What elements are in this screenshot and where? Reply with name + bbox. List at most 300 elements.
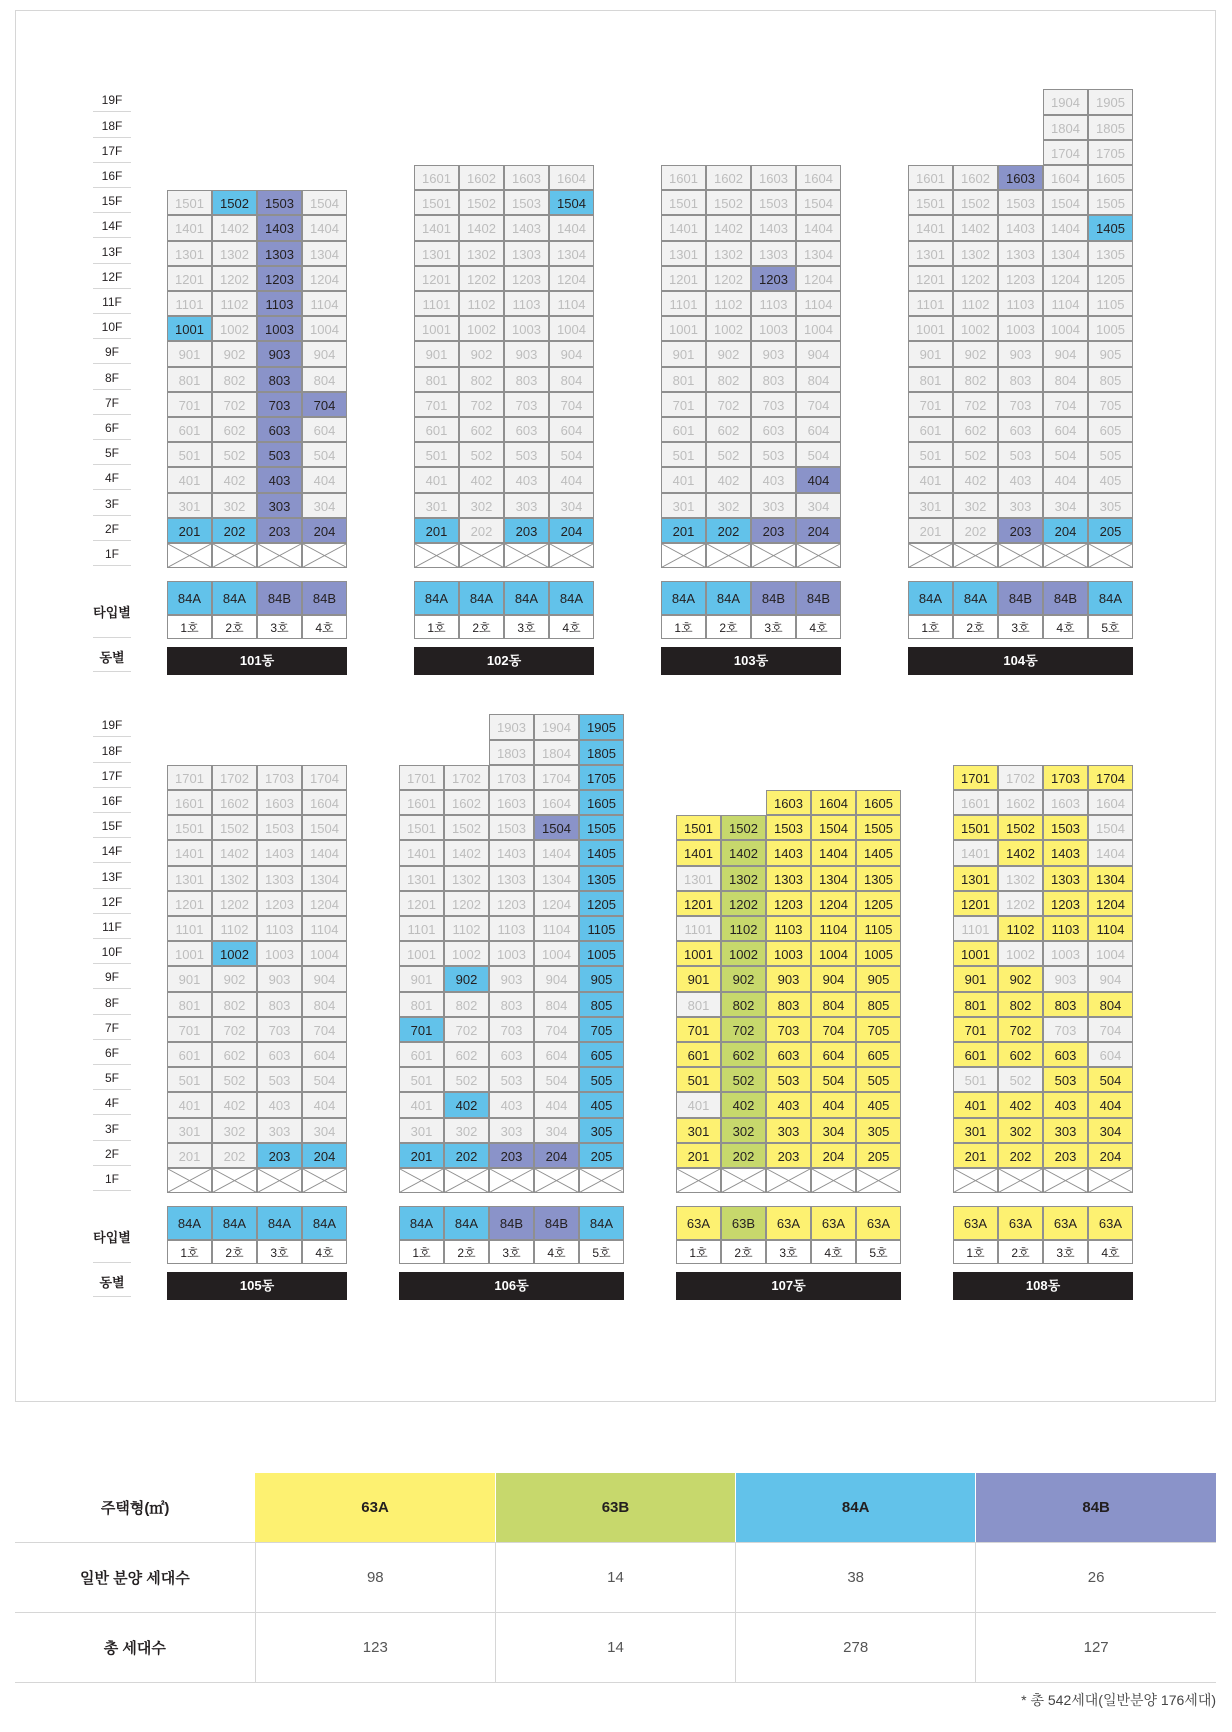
unit-cell-1104: 1104 xyxy=(1088,916,1133,941)
unit-cell-403: 403 xyxy=(998,467,1043,492)
unit-cell-1101: 1101 xyxy=(908,291,953,316)
unit-cell-1001: 1001 xyxy=(661,316,706,341)
unit-cell-903: 903 xyxy=(766,966,811,991)
unit-type-63A: 63A xyxy=(1043,1206,1088,1240)
unit-cell-1604: 1604 xyxy=(811,790,856,815)
unit-cell-405: 405 xyxy=(856,1092,901,1117)
unit-cell-303: 303 xyxy=(998,493,1043,518)
unit-cell-1202: 1202 xyxy=(212,266,257,291)
unit-cell-1602: 1602 xyxy=(212,790,257,815)
unit-cell-404: 404 xyxy=(1088,1092,1133,1117)
unit-cell-802: 802 xyxy=(721,992,766,1017)
unit-cell-201: 201 xyxy=(167,1143,212,1168)
unit-number-label: 2호 xyxy=(706,615,751,639)
floor-label: 5F xyxy=(93,442,131,465)
unit-cell-1404: 1404 xyxy=(811,840,856,865)
empty-pilotis-cell xyxy=(766,1168,811,1193)
empty-pilotis-cell xyxy=(444,1168,489,1193)
unit-cell-1201: 1201 xyxy=(908,266,953,291)
building-label: 101동 xyxy=(167,647,347,675)
unit-cell-501: 501 xyxy=(661,442,706,467)
unit-cell-904: 904 xyxy=(1043,341,1088,366)
unit-cell-1701: 1701 xyxy=(399,765,444,790)
unit-cell-1001: 1001 xyxy=(953,941,998,966)
unit-cell-1602: 1602 xyxy=(444,790,489,815)
unit-cell-1403: 1403 xyxy=(257,215,302,240)
unit-cell-204: 204 xyxy=(796,518,841,543)
unit-cell-1504: 1504 xyxy=(1088,815,1133,840)
unit-cell-1603: 1603 xyxy=(257,790,302,815)
unit-cell-501: 501 xyxy=(167,1067,212,1092)
unit-cell-1304: 1304 xyxy=(302,866,347,891)
unit-cell-501: 501 xyxy=(399,1067,444,1092)
unit-cell-303: 303 xyxy=(1043,1118,1088,1143)
unit-cell-904: 904 xyxy=(1088,966,1133,991)
unit-cell-304: 304 xyxy=(302,1118,347,1143)
unit-cell-1004: 1004 xyxy=(1088,941,1133,966)
unit-cell-705: 705 xyxy=(579,1017,624,1042)
unit-cell-402: 402 xyxy=(212,467,257,492)
unit-cell-503: 503 xyxy=(766,1067,811,1092)
unit-type-63A: 63A xyxy=(1088,1206,1133,1240)
unit-cell-601: 601 xyxy=(908,417,953,442)
cross-icon xyxy=(550,544,593,567)
unit-cell-1602: 1602 xyxy=(459,165,504,190)
empty-pilotis-cell xyxy=(751,543,796,568)
unit-cell-1003: 1003 xyxy=(257,316,302,341)
unit-cell-204: 204 xyxy=(549,518,594,543)
unit-cell-403: 403 xyxy=(504,467,549,492)
unit-cell-801: 801 xyxy=(414,367,459,392)
unit-cell-601: 601 xyxy=(676,1042,721,1067)
unit-cell-702: 702 xyxy=(721,1017,766,1042)
unit-cell-1303: 1303 xyxy=(751,241,796,266)
unit-cell-803: 803 xyxy=(751,367,796,392)
unit-cell-802: 802 xyxy=(212,367,257,392)
unit-cell-203: 203 xyxy=(504,518,549,543)
unit-cell-1103: 1103 xyxy=(751,291,796,316)
floor-label: 12F xyxy=(93,891,131,914)
unit-cell-1604: 1604 xyxy=(302,790,347,815)
unit-cell-1104: 1104 xyxy=(1043,291,1088,316)
unit-cell-905: 905 xyxy=(1088,341,1133,366)
unit-cell-1501: 1501 xyxy=(167,815,212,840)
unit-cell-901: 901 xyxy=(399,966,444,991)
unit-cell-403: 403 xyxy=(489,1092,534,1117)
unit-cell-1401: 1401 xyxy=(167,840,212,865)
unit-cell-1502: 1502 xyxy=(706,190,751,215)
floor-label: 18F xyxy=(93,740,131,763)
unit-cell-1304: 1304 xyxy=(811,866,856,891)
unit-cell-602: 602 xyxy=(459,417,504,442)
summary-row-label: 총 세대수 xyxy=(15,1613,255,1683)
floor-label: 14F xyxy=(93,840,131,863)
unit-cell-803: 803 xyxy=(257,992,302,1017)
empty-pilotis-cell xyxy=(1088,543,1133,568)
unit-cell-801: 801 xyxy=(661,367,706,392)
cross-icon xyxy=(954,544,997,567)
unit-type-84A: 84A xyxy=(257,1206,302,1240)
unit-cell-1102: 1102 xyxy=(212,916,257,941)
unit-cell-1601: 1601 xyxy=(399,790,444,815)
unit-cell-302: 302 xyxy=(706,493,751,518)
unit-cell-1102: 1102 xyxy=(444,916,489,941)
unit-cell-1003: 1003 xyxy=(766,941,811,966)
cross-icon xyxy=(460,544,503,567)
unit-cell-202: 202 xyxy=(953,518,998,543)
unit-cell-903: 903 xyxy=(257,966,302,991)
unit-cell-1404: 1404 xyxy=(1088,840,1133,865)
unit-cell-1202: 1202 xyxy=(998,891,1043,916)
unit-cell-1301: 1301 xyxy=(676,866,721,891)
unit-cell-1103: 1103 xyxy=(998,291,1043,316)
unit-cell-1905: 1905 xyxy=(1088,89,1133,114)
summary-row-label: 일반 분양 세대수 xyxy=(15,1543,255,1613)
unit-cell-1405: 1405 xyxy=(579,840,624,865)
unit-cell-1201: 1201 xyxy=(167,266,212,291)
unit-cell-902: 902 xyxy=(953,341,998,366)
unit-cell-1505: 1505 xyxy=(579,815,624,840)
unit-cell-1404: 1404 xyxy=(302,840,347,865)
cross-icon xyxy=(954,1169,997,1192)
unit-cell-1002: 1002 xyxy=(444,941,489,966)
unit-cell-1502: 1502 xyxy=(721,815,766,840)
unit-cell-501: 501 xyxy=(167,442,212,467)
unit-cell-1501: 1501 xyxy=(953,815,998,840)
unit-cell-704: 704 xyxy=(1043,392,1088,417)
unit-cell-1002: 1002 xyxy=(212,316,257,341)
unit-cell-1002: 1002 xyxy=(998,941,1043,966)
unit-cell-302: 302 xyxy=(953,493,998,518)
unit-cell-1305: 1305 xyxy=(1088,241,1133,266)
floor-label: 4F xyxy=(93,1092,131,1115)
unit-cell-304: 304 xyxy=(1043,493,1088,518)
unit-cell-703: 703 xyxy=(766,1017,811,1042)
unit-cell-603: 603 xyxy=(257,417,302,442)
unit-cell-501: 501 xyxy=(953,1067,998,1092)
unit-type-84A: 84A xyxy=(579,1206,624,1240)
cross-icon xyxy=(415,544,458,567)
cross-icon xyxy=(909,544,952,567)
unit-cell-203: 203 xyxy=(257,1143,302,1168)
unit-cell-202: 202 xyxy=(459,518,504,543)
type-row-label: 타입별 xyxy=(93,1213,131,1263)
unit-cell-202: 202 xyxy=(212,518,257,543)
unit-cell-1002: 1002 xyxy=(953,316,998,341)
unit-cell-1703: 1703 xyxy=(257,765,302,790)
unit-cell-1401: 1401 xyxy=(661,215,706,240)
unit-cell-404: 404 xyxy=(549,467,594,492)
unit-cell-1204: 1204 xyxy=(302,266,347,291)
unit-cell-1502: 1502 xyxy=(953,190,998,215)
unit-cell-1201: 1201 xyxy=(414,266,459,291)
unit-cell-901: 901 xyxy=(953,966,998,991)
cross-icon xyxy=(1044,1169,1087,1192)
unit-cell-402: 402 xyxy=(706,467,751,492)
unit-cell-1905: 1905 xyxy=(579,714,624,739)
cross-icon xyxy=(445,1169,488,1192)
unit-cell-1203: 1203 xyxy=(257,266,302,291)
unit-cell-704: 704 xyxy=(811,1017,856,1042)
unit-cell-1202: 1202 xyxy=(953,266,998,291)
unit-cell-603: 603 xyxy=(1043,1042,1088,1067)
unit-cell-1402: 1402 xyxy=(998,840,1043,865)
cross-icon xyxy=(213,544,256,567)
empty-pilotis-cell xyxy=(706,543,751,568)
unit-cell-505: 505 xyxy=(579,1067,624,1092)
unit-cell-1603: 1603 xyxy=(751,165,796,190)
unit-type-84B: 84B xyxy=(489,1206,534,1240)
empty-pilotis-cell xyxy=(459,543,504,568)
unit-cell-203: 203 xyxy=(766,1143,811,1168)
unit-cell-605: 605 xyxy=(856,1042,901,1067)
unit-cell-1302: 1302 xyxy=(444,866,489,891)
unit-cell-1704: 1704 xyxy=(302,765,347,790)
unit-cell-1003: 1003 xyxy=(751,316,796,341)
unit-cell-203: 203 xyxy=(998,518,1043,543)
unit-cell-1201: 1201 xyxy=(399,891,444,916)
unit-cell-1203: 1203 xyxy=(1043,891,1088,916)
cross-icon xyxy=(168,544,211,567)
unit-cell-302: 302 xyxy=(998,1118,1043,1143)
unit-cell-1001: 1001 xyxy=(399,941,444,966)
unit-number-label: 2호 xyxy=(444,1240,489,1264)
unit-cell-604: 604 xyxy=(302,1042,347,1067)
unit-cell-1101: 1101 xyxy=(414,291,459,316)
unit-cell-303: 303 xyxy=(257,493,302,518)
unit-cell-501: 501 xyxy=(908,442,953,467)
unit-cell-1504: 1504 xyxy=(302,815,347,840)
unit-cell-1004: 1004 xyxy=(1043,316,1088,341)
unit-cell-601: 601 xyxy=(953,1042,998,1067)
empty-pilotis-cell xyxy=(257,1168,302,1193)
unit-cell-1002: 1002 xyxy=(459,316,504,341)
unit-number-label: 4호 xyxy=(1088,1240,1133,1264)
unit-cell-1603: 1603 xyxy=(489,790,534,815)
floor-label: 1F xyxy=(93,543,131,566)
unit-number-label: 1호 xyxy=(399,1240,444,1264)
unit-cell-502: 502 xyxy=(212,442,257,467)
unit-cell-304: 304 xyxy=(534,1118,579,1143)
unit-cell-604: 604 xyxy=(1088,1042,1133,1067)
unit-cell-804: 804 xyxy=(302,367,347,392)
unit-cell-902: 902 xyxy=(444,966,489,991)
unit-cell-904: 904 xyxy=(796,341,841,366)
unit-cell-602: 602 xyxy=(953,417,998,442)
unit-cell-201: 201 xyxy=(399,1143,444,1168)
unit-cell-401: 401 xyxy=(414,467,459,492)
unit-cell-804: 804 xyxy=(811,992,856,1017)
unit-number-label: 4호 xyxy=(811,1240,856,1264)
unit-cell-804: 804 xyxy=(1043,367,1088,392)
unit-cell-703: 703 xyxy=(257,1017,302,1042)
cross-icon xyxy=(677,1169,720,1192)
unit-cell-601: 601 xyxy=(661,417,706,442)
unit-cell-1005: 1005 xyxy=(1088,316,1133,341)
unit-cell-704: 704 xyxy=(549,392,594,417)
empty-pilotis-cell xyxy=(167,1168,212,1193)
unit-cell-1604: 1604 xyxy=(549,165,594,190)
cross-icon xyxy=(258,544,301,567)
unit-cell-203: 203 xyxy=(257,518,302,543)
unit-cell-1004: 1004 xyxy=(811,941,856,966)
empty-pilotis-cell xyxy=(399,1168,444,1193)
unit-cell-703: 703 xyxy=(998,392,1043,417)
type-row-label: 타입별 xyxy=(93,588,131,638)
unit-cell-1102: 1102 xyxy=(459,291,504,316)
unit-type-63A: 63A xyxy=(766,1206,811,1240)
empty-pilotis-cell xyxy=(953,1168,998,1193)
cross-icon xyxy=(1089,1169,1132,1192)
unit-cell-402: 402 xyxy=(998,1092,1043,1117)
unit-cell-603: 603 xyxy=(998,417,1043,442)
total-units-note: * 총 542세대(일반분양 176세대) xyxy=(1021,1692,1216,1708)
floor-label: 1F xyxy=(93,1168,131,1191)
unit-cell-1302: 1302 xyxy=(998,866,1043,891)
building-label: 108동 xyxy=(953,1272,1133,1300)
unit-type-84A: 84A xyxy=(167,1206,212,1240)
unit-cell-904: 904 xyxy=(811,966,856,991)
unit-cell-703: 703 xyxy=(751,392,796,417)
cross-icon xyxy=(490,1169,533,1192)
unit-cell-701: 701 xyxy=(908,392,953,417)
unit-cell-1503: 1503 xyxy=(489,815,534,840)
unit-cell-1102: 1102 xyxy=(998,916,1043,941)
unit-cell-1204: 1204 xyxy=(796,266,841,291)
unit-cell-604: 604 xyxy=(1043,417,1088,442)
cross-icon xyxy=(797,544,840,567)
unit-cell-1603: 1603 xyxy=(504,165,549,190)
unit-cell-802: 802 xyxy=(953,367,998,392)
unit-cell-1203: 1203 xyxy=(257,891,302,916)
floor-label: 6F xyxy=(93,1042,131,1065)
unit-cell-1302: 1302 xyxy=(953,241,998,266)
unit-cell-1503: 1503 xyxy=(257,190,302,215)
empty-pilotis-cell xyxy=(1088,1168,1133,1193)
unit-cell-804: 804 xyxy=(534,992,579,1017)
empty-pilotis-cell xyxy=(856,1168,901,1193)
unit-cell-1304: 1304 xyxy=(302,241,347,266)
unit-type-63A: 63A xyxy=(998,1206,1043,1240)
unit-cell-1003: 1003 xyxy=(489,941,534,966)
unit-cell-1304: 1304 xyxy=(796,241,841,266)
unit-cell-202: 202 xyxy=(444,1143,489,1168)
cross-icon xyxy=(722,1169,765,1192)
unit-cell-903: 903 xyxy=(489,966,534,991)
unit-cell-404: 404 xyxy=(302,467,347,492)
unit-cell-1402: 1402 xyxy=(212,215,257,240)
empty-pilotis-cell xyxy=(998,1168,1043,1193)
unit-cell-301: 301 xyxy=(953,1118,998,1143)
unit-cell-603: 603 xyxy=(766,1042,811,1067)
unit-cell-1301: 1301 xyxy=(953,866,998,891)
unit-cell-1103: 1103 xyxy=(257,916,302,941)
unit-type-84B: 84B xyxy=(302,581,347,615)
unit-cell-1201: 1201 xyxy=(676,891,721,916)
empty-pilotis-cell xyxy=(579,1168,624,1193)
unit-cell-205: 205 xyxy=(579,1143,624,1168)
empty-pilotis-cell xyxy=(489,1168,534,1193)
unit-cell-1203: 1203 xyxy=(489,891,534,916)
unit-cell-1205: 1205 xyxy=(579,891,624,916)
unit-cell-401: 401 xyxy=(676,1092,721,1117)
cross-icon xyxy=(580,1169,623,1192)
unit-cell-802: 802 xyxy=(998,992,1043,1017)
unit-cell-502: 502 xyxy=(998,1067,1043,1092)
unit-number-label: 5호 xyxy=(856,1240,901,1264)
unit-cell-502: 502 xyxy=(953,442,998,467)
unit-cell-801: 801 xyxy=(953,992,998,1017)
unit-cell-1401: 1401 xyxy=(167,215,212,240)
unit-cell-1103: 1103 xyxy=(766,916,811,941)
unit-cell-805: 805 xyxy=(1088,367,1133,392)
unit-cell-604: 604 xyxy=(302,417,347,442)
summary-cell: 127 xyxy=(976,1613,1216,1683)
unit-cell-603: 603 xyxy=(257,1042,302,1067)
unit-cell-705: 705 xyxy=(1088,392,1133,417)
unit-cell-1402: 1402 xyxy=(459,215,504,240)
unit-cell-904: 904 xyxy=(534,966,579,991)
cross-icon xyxy=(213,1169,256,1192)
unit-type-63A: 63A xyxy=(676,1206,721,1240)
unit-cell-301: 301 xyxy=(167,1118,212,1143)
unit-cell-1002: 1002 xyxy=(706,316,751,341)
unit-cell-1603: 1603 xyxy=(766,790,811,815)
unit-type-84A: 84A xyxy=(549,581,594,615)
unit-cell-1104: 1104 xyxy=(302,291,347,316)
unit-cell-702: 702 xyxy=(444,1017,489,1042)
floor-label: 13F xyxy=(93,241,131,264)
unit-cell-1102: 1102 xyxy=(212,291,257,316)
unit-cell-1502: 1502 xyxy=(459,190,504,215)
unit-cell-1501: 1501 xyxy=(676,815,721,840)
unit-number-label: 3호 xyxy=(1043,1240,1088,1264)
cross-icon xyxy=(258,1169,301,1192)
unit-cell-601: 601 xyxy=(167,1042,212,1067)
unit-type-84A: 84A xyxy=(1088,581,1133,615)
unit-cell-1004: 1004 xyxy=(549,316,594,341)
unit-cell-504: 504 xyxy=(549,442,594,467)
unit-number-label: 4호 xyxy=(1043,615,1088,639)
unit-cell-303: 303 xyxy=(489,1118,534,1143)
unit-cell-302: 302 xyxy=(721,1118,766,1143)
empty-pilotis-cell xyxy=(167,543,212,568)
building-row-label: 동별 xyxy=(93,644,131,672)
unit-cell-702: 702 xyxy=(212,1017,257,1042)
unit-cell-1301: 1301 xyxy=(167,866,212,891)
empty-pilotis-cell xyxy=(998,543,1043,568)
unit-cell-1004: 1004 xyxy=(796,316,841,341)
unit-cell-1704: 1704 xyxy=(1043,140,1088,165)
unit-cell-1302: 1302 xyxy=(212,866,257,891)
floor-label: 19F xyxy=(93,89,131,112)
unit-cell-1401: 1401 xyxy=(908,215,953,240)
unit-cell-504: 504 xyxy=(811,1067,856,1092)
unit-type-84A: 84A xyxy=(212,581,257,615)
unit-cell-1203: 1203 xyxy=(751,266,796,291)
unit-cell-401: 401 xyxy=(661,467,706,492)
unit-cell-703: 703 xyxy=(1043,1017,1088,1042)
unit-number-label: 1호 xyxy=(167,615,212,639)
unit-number-label: 3호 xyxy=(766,1240,811,1264)
floor-label: 6F xyxy=(93,417,131,440)
unit-cell-1503: 1503 xyxy=(1043,815,1088,840)
unit-cell-1204: 1204 xyxy=(1043,266,1088,291)
unit-cell-1203: 1203 xyxy=(766,891,811,916)
unit-cell-1501: 1501 xyxy=(661,190,706,215)
unit-cell-305: 305 xyxy=(856,1118,901,1143)
unit-type-63A: 63A xyxy=(953,1206,998,1240)
